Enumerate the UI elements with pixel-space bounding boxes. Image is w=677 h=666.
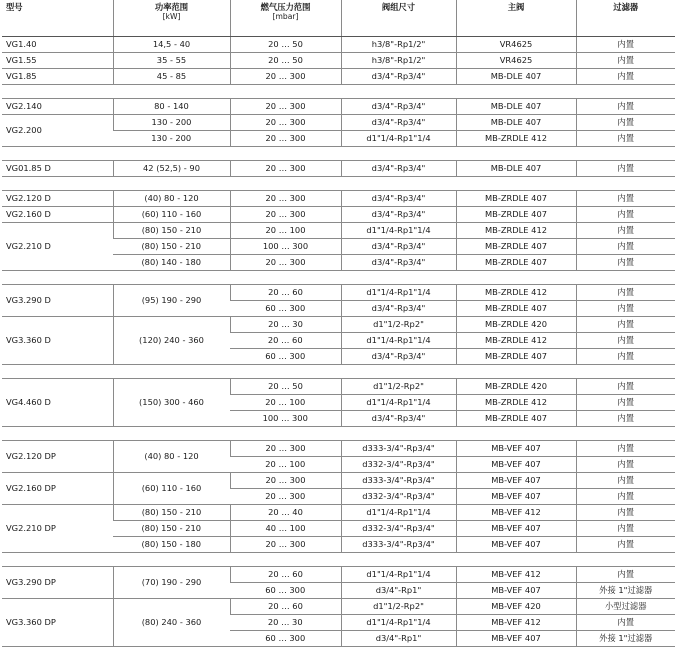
cell-valve-size: h3/8"-Rp1/2" — [341, 53, 456, 69]
cell-main-valve: MB-VEF 412 — [456, 505, 576, 521]
cell-pressure: 20 … 300 — [230, 115, 341, 131]
cell-valve-size: d3/4"-Rp3/4" — [341, 69, 456, 85]
cell-pressure: 20 … 30 — [230, 317, 341, 333]
cell-pressure: 20 … 30 — [230, 615, 341, 631]
cell-filter: 内置 — [576, 521, 675, 537]
cell-filter: 内置 — [576, 615, 675, 631]
cell-valve-size: d3/4"-Rp3/4" — [341, 99, 456, 115]
cell-model: VG2.120 D — [2, 191, 113, 207]
cell-filter: 内置 — [576, 379, 675, 395]
separator-cell — [2, 271, 675, 285]
cell-model: VG3.360 D — [2, 317, 113, 365]
cell-main-valve: MB-DLE 407 — [456, 115, 576, 131]
table-row — [2, 207, 675, 223]
cell-main-valve: MB-ZRDLE 420 — [456, 379, 576, 395]
cell-filter: 内置 — [576, 489, 675, 505]
cell-pressure: 20 … 300 — [230, 489, 341, 505]
cell-filter: 内置 — [576, 115, 675, 131]
cell-filter: 内置 — [576, 333, 675, 349]
table-body — [2, 37, 675, 647]
cell-main-valve: MB-ZRDLE 412 — [456, 131, 576, 147]
cell-model: VG2.210 D — [2, 223, 113, 271]
cell-pressure: 20 … 50 — [230, 37, 341, 53]
cell-main-valve: MB-ZRDLE 412 — [456, 285, 576, 301]
cell-model: VG3.290 D — [2, 285, 113, 317]
group-separator — [2, 177, 675, 191]
table-row — [2, 99, 675, 115]
cell-pressure: 20 … 60 — [230, 285, 341, 301]
cell-pressure: 20 … 300 — [230, 537, 341, 553]
cell-filter: 内置 — [576, 567, 675, 583]
cell-valve-size: d3/4"-Rp3/4" — [341, 349, 456, 365]
table-row — [2, 379, 675, 395]
cell-main-valve: MB-VEF 412 — [456, 615, 576, 631]
cell-pressure: 60 … 300 — [230, 349, 341, 365]
cell-filter: 内置 — [576, 317, 675, 333]
cell-power: (80) 150 - 210 — [113, 521, 230, 537]
cell-model: VG2.210 DP — [2, 505, 113, 553]
cell-power: 35 - 55 — [113, 53, 230, 69]
cell-valve-size: d3/4"-Rp1" — [341, 583, 456, 599]
cell-valve-size: d3/4"-Rp3/4" — [341, 239, 456, 255]
group-separator — [2, 271, 675, 285]
cell-filter: 小型过滤器 — [576, 599, 675, 615]
header-valve-size: 阀组尺寸 — [341, 0, 456, 37]
cell-main-valve: MB-ZRDLE 412 — [456, 395, 576, 411]
cell-model: VG3.290 DP — [2, 567, 113, 599]
cell-model: VG1.55 — [2, 53, 113, 69]
cell-main-valve: MB-VEF 407 — [456, 631, 576, 647]
cell-valve-size: d3/4"-Rp3/4" — [341, 301, 456, 317]
cell-pressure: 60 … 300 — [230, 301, 341, 317]
cell-model: VG1.40 — [2, 37, 113, 53]
cell-valve-size: d3/4"-Rp3/4" — [341, 115, 456, 131]
separator-cell — [2, 427, 675, 441]
cell-model: VG2.200 — [2, 115, 113, 147]
cell-filter: 内置 — [576, 457, 675, 473]
cell-filter: 内置 — [576, 131, 675, 147]
cell-main-valve: MB-DLE 407 — [456, 69, 576, 85]
table-row — [2, 115, 675, 131]
table-row — [2, 567, 675, 583]
table-row — [2, 317, 675, 333]
header-power: 功率范围 [kW] — [113, 0, 230, 37]
header-pressure: 燃气压力范围 [mbar] — [230, 0, 341, 37]
cell-main-valve: MB-ZRDLE 412 — [456, 333, 576, 349]
cell-main-valve: MB-ZRDLE 407 — [456, 191, 576, 207]
cell-filter: 内置 — [576, 69, 675, 85]
cell-power: (80) 150 - 210 — [113, 239, 230, 255]
cell-filter: 内置 — [576, 255, 675, 271]
cell-filter: 内置 — [576, 473, 675, 489]
table-row — [2, 69, 675, 85]
cell-pressure: 20 … 300 — [230, 99, 341, 115]
cell-power: 80 - 140 — [113, 99, 230, 115]
cell-power: (60) 110 - 160 — [113, 473, 230, 505]
cell-filter: 内置 — [576, 239, 675, 255]
cell-pressure: 20 … 100 — [230, 223, 341, 239]
cell-model: VG2.160 DP — [2, 473, 113, 505]
cell-power: 14,5 - 40 — [113, 37, 230, 53]
cell-valve-size: d333-3/4"-Rp3/4" — [341, 537, 456, 553]
cell-filter: 内置 — [576, 285, 675, 301]
cell-valve-size: d332-3/4"-Rp3/4" — [341, 489, 456, 505]
cell-pressure: 20 … 100 — [230, 395, 341, 411]
cell-model: VG3.360 DP — [2, 599, 113, 647]
cell-pressure: 20 … 40 — [230, 505, 341, 521]
cell-main-valve: MB-VEF 407 — [456, 441, 576, 457]
cell-power: 130 - 200 — [113, 131, 230, 147]
cell-pressure: 20 … 300 — [230, 69, 341, 85]
cell-filter: 内置 — [576, 301, 675, 317]
separator-cell — [2, 553, 675, 567]
cell-valve-size: d3/4"-Rp3/4" — [341, 411, 456, 427]
table-row — [2, 191, 675, 207]
cell-main-valve: MB-ZRDLE 420 — [456, 317, 576, 333]
cell-model: VG2.160 D — [2, 207, 113, 223]
cell-filter: 外接 1"过滤器 — [576, 583, 675, 599]
cell-valve-size: d3/4"-Rp3/4" — [341, 191, 456, 207]
cell-pressure: 20 … 60 — [230, 567, 341, 583]
cell-model: VG1.85 — [2, 69, 113, 85]
cell-model: VG01.85 D — [2, 161, 113, 177]
group-separator — [2, 553, 675, 567]
cell-main-valve: VR4625 — [456, 53, 576, 69]
cell-valve-size: d1"1/4-Rp1"1/4 — [341, 615, 456, 631]
cell-pressure: 40 … 100 — [230, 521, 341, 537]
cell-pressure: 20 … 60 — [230, 599, 341, 615]
table-row — [2, 505, 675, 521]
cell-valve-size: d1"1/4-Rp1"1/4 — [341, 567, 456, 583]
cell-main-valve: MB-VEF 420 — [456, 599, 576, 615]
cell-filter: 内置 — [576, 505, 675, 521]
cell-valve-size: d1"1/2-Rp2" — [341, 599, 456, 615]
table-row — [2, 285, 675, 301]
cell-valve-size: d1"1/2-Rp2" — [341, 379, 456, 395]
cell-filter: 内置 — [576, 191, 675, 207]
cell-filter: 内置 — [576, 411, 675, 427]
cell-pressure: 60 … 300 — [230, 583, 341, 599]
cell-filter: 内置 — [576, 349, 675, 365]
header-row — [2, 0, 675, 37]
cell-model: VG2.140 — [2, 99, 113, 115]
cell-valve-size: d3/4"-Rp3/4" — [341, 255, 456, 271]
cell-filter: 内置 — [576, 207, 675, 223]
cell-valve-size: d333-3/4"-Rp3/4" — [341, 473, 456, 489]
table-row — [2, 53, 675, 69]
separator-cell — [2, 177, 675, 191]
cell-main-valve: MB-DLE 407 — [456, 99, 576, 115]
cell-valve-size: d332-3/4"-Rp3/4" — [341, 457, 456, 473]
cell-power: (40) 80 - 120 — [113, 441, 230, 473]
cell-main-valve: MB-ZRDLE 407 — [456, 349, 576, 365]
cell-filter: 内置 — [576, 161, 675, 177]
cell-main-valve: MB-VEF 412 — [456, 567, 576, 583]
cell-filter: 内置 — [576, 537, 675, 553]
cell-power: (80) 150 - 210 — [113, 505, 230, 521]
cell-filter: 内置 — [576, 53, 675, 69]
table-row — [2, 441, 675, 457]
table-row — [2, 223, 675, 239]
cell-filter: 内置 — [576, 99, 675, 115]
cell-pressure: 20 … 300 — [230, 473, 341, 489]
group-separator — [2, 365, 675, 379]
separator-cell — [2, 85, 675, 99]
header-main-valve: 主阀 — [456, 0, 576, 37]
table-row — [2, 161, 675, 177]
cell-valve-size: d1"1/2-Rp2" — [341, 317, 456, 333]
cell-valve-size: d3/4"-Rp3/4" — [341, 161, 456, 177]
cell-valve-size: d333-3/4"-Rp3/4" — [341, 441, 456, 457]
cell-pressure: 20 … 300 — [230, 131, 341, 147]
table-row — [2, 599, 675, 615]
cell-main-valve: MB-VEF 407 — [456, 473, 576, 489]
cell-pressure: 20 … 300 — [230, 161, 341, 177]
cell-pressure: 20 … 300 — [230, 255, 341, 271]
cell-main-valve: MB-ZRDLE 407 — [456, 255, 576, 271]
header-model: 型号 — [2, 0, 113, 37]
cell-valve-size: d1"1/4-Rp1"1/4 — [341, 395, 456, 411]
cell-valve-size: d1"1/4-Rp1"1/4 — [341, 505, 456, 521]
cell-main-valve: VR4625 — [456, 37, 576, 53]
cell-filter: 内置 — [576, 441, 675, 457]
cell-main-valve: MB-ZRDLE 407 — [456, 301, 576, 317]
cell-filter: 内置 — [576, 37, 675, 53]
cell-power: (120) 240 - 360 — [113, 317, 230, 365]
cell-filter: 内置 — [576, 223, 675, 239]
cell-main-valve: MB-ZRDLE 407 — [456, 207, 576, 223]
cell-power: (80) 150 - 210 — [113, 223, 230, 239]
cell-power: (80) 240 - 360 — [113, 599, 230, 647]
cell-valve-size: d1"1/4-Rp1"1/4 — [341, 333, 456, 349]
cell-main-valve: MB-VEF 407 — [456, 583, 576, 599]
cell-power: (80) 150 - 180 — [113, 537, 230, 553]
cell-power: (150) 300 - 460 — [113, 379, 230, 427]
separator-cell — [2, 365, 675, 379]
burner-spec-table — [2, 0, 675, 647]
cell-pressure: 20 … 50 — [230, 379, 341, 395]
cell-pressure: 20 … 50 — [230, 53, 341, 69]
cell-filter: 内置 — [576, 395, 675, 411]
cell-power: (40) 80 - 120 — [113, 191, 230, 207]
cell-main-valve: MB-DLE 407 — [456, 161, 576, 177]
cell-power: 42 (52,5) - 90 — [113, 161, 230, 177]
cell-power: (95) 190 - 290 — [113, 285, 230, 317]
cell-pressure: 100 … 300 — [230, 239, 341, 255]
cell-main-valve: MB-ZRDLE 407 — [456, 411, 576, 427]
cell-valve-size: d3/4"-Rp1" — [341, 631, 456, 647]
cell-main-valve: MB-VEF 407 — [456, 521, 576, 537]
cell-valve-size: d332-3/4"-Rp3/4" — [341, 521, 456, 537]
cell-pressure: 60 … 300 — [230, 631, 341, 647]
cell-power: (70) 190 - 290 — [113, 567, 230, 599]
cell-valve-size: h3/8"-Rp1/2" — [341, 37, 456, 53]
separator-cell — [2, 147, 675, 161]
cell-main-valve: MB-ZRDLE 412 — [456, 223, 576, 239]
header-filter: 过滤器 — [576, 0, 675, 37]
cell-model: VG4.460 D — [2, 379, 113, 427]
cell-pressure: 20 … 60 — [230, 333, 341, 349]
cell-pressure: 20 … 300 — [230, 207, 341, 223]
cell-valve-size: d3/4"-Rp3/4" — [341, 207, 456, 223]
group-separator — [2, 427, 675, 441]
cell-pressure: 20 … 100 — [230, 457, 341, 473]
cell-pressure: 100 … 300 — [230, 411, 341, 427]
cell-pressure: 20 … 300 — [230, 441, 341, 457]
cell-valve-size: d1"1/4-Rp1"1/4 — [341, 131, 456, 147]
group-separator — [2, 85, 675, 99]
cell-main-valve: MB-VEF 407 — [456, 537, 576, 553]
cell-filter: 外接 1"过滤器 — [576, 631, 675, 647]
cell-power: (80) 140 - 180 — [113, 255, 230, 271]
cell-model: VG2.120 DP — [2, 441, 113, 473]
cell-power: (60) 110 - 160 — [113, 207, 230, 223]
table-row — [2, 37, 675, 53]
cell-valve-size: d1"1/4-Rp1"1/4 — [341, 285, 456, 301]
cell-pressure: 20 … 300 — [230, 191, 341, 207]
group-separator — [2, 147, 675, 161]
cell-valve-size: d1"1/4-Rp1"1/4 — [341, 223, 456, 239]
cell-main-valve: MB-VEF 407 — [456, 489, 576, 505]
cell-main-valve: MB-VEF 407 — [456, 457, 576, 473]
table-row — [2, 473, 675, 489]
cell-power: 45 - 85 — [113, 69, 230, 85]
cell-power: 130 - 200 — [113, 115, 230, 131]
cell-main-valve: MB-ZRDLE 407 — [456, 239, 576, 255]
